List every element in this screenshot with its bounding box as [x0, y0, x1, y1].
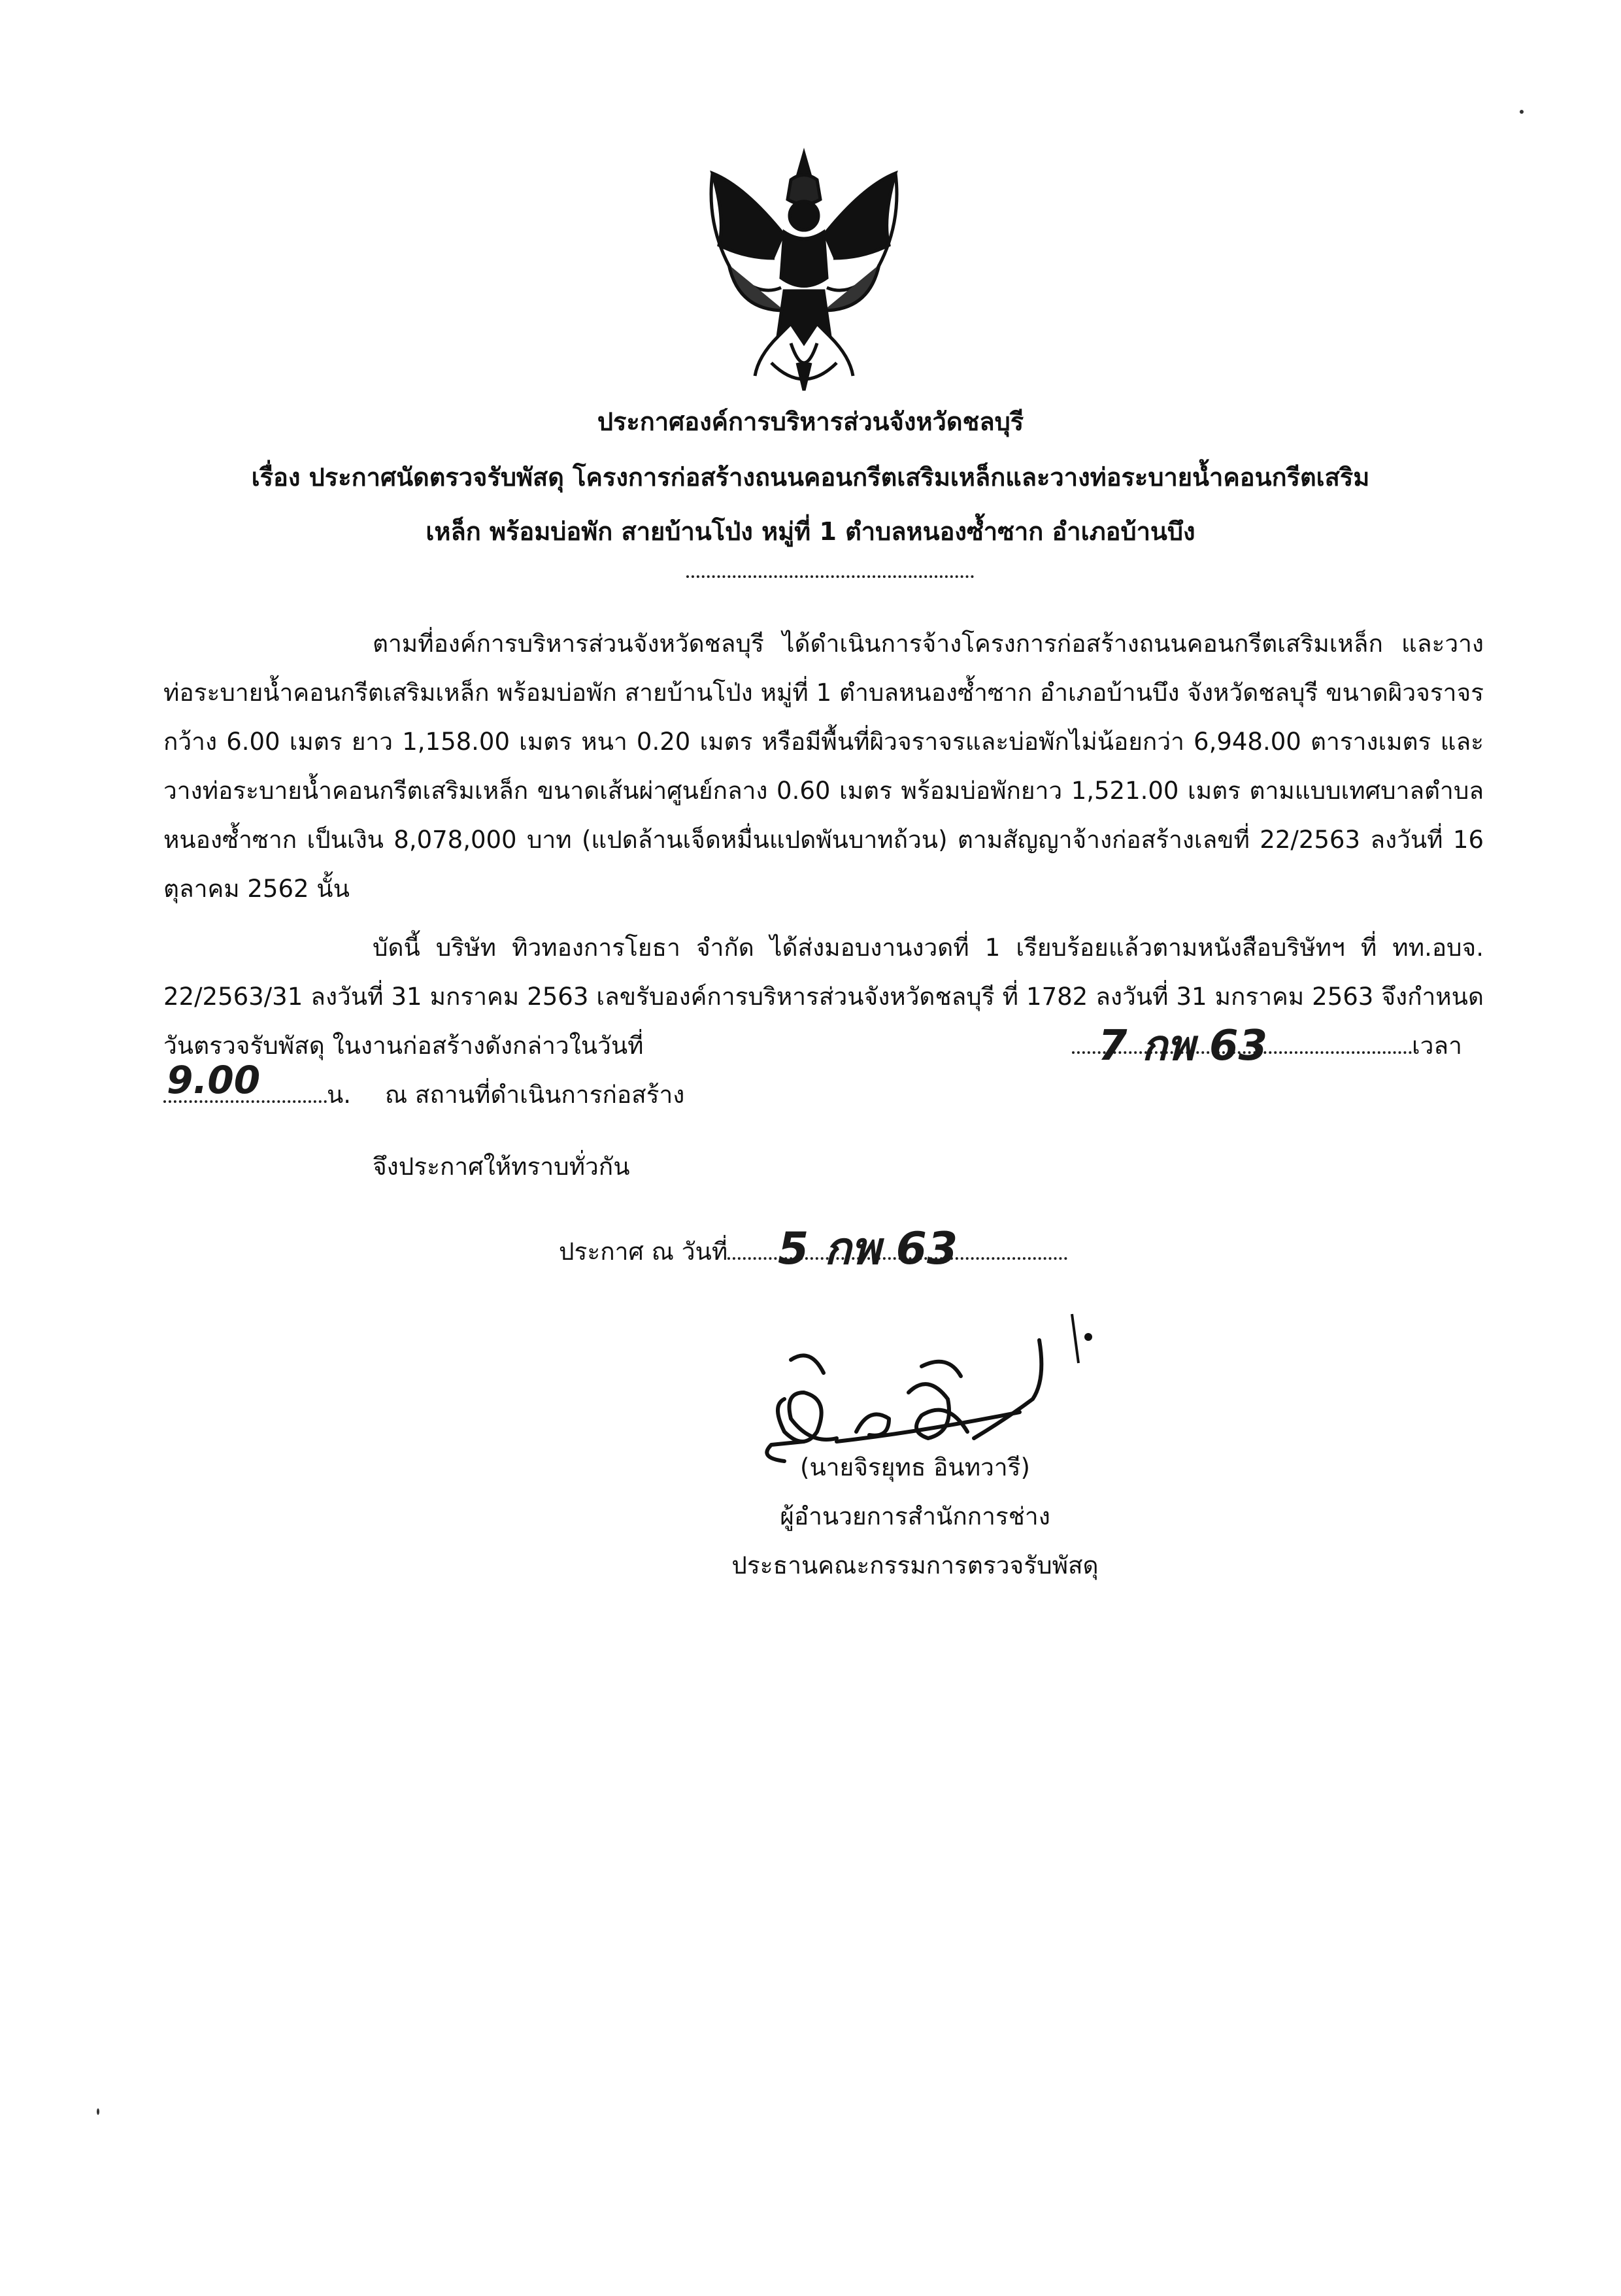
announce-text: จึงประกาศให้ทราบทั่วกัน	[373, 1153, 630, 1181]
time-unit: น.	[327, 1081, 352, 1109]
time-label: เวลา	[1412, 1032, 1462, 1060]
announced-on-label: ประกาศ ณ วันที่	[559, 1238, 728, 1266]
signatory-role: ประธานคณะกรรมการตรวจรับพัสดุ	[731, 1551, 1099, 1579]
garuda-emblem	[693, 147, 915, 396]
handwritten-inspection-date: 7 กพ 63	[1098, 1022, 1268, 1070]
paragraph-delivery-text: บัดนี้ บริษัท ทิวทองการโยธา จำกัด ได้ส่งมอบงานงวดที่ 1 เรียบร้อยแล้วตามหนังสือบริษัทฯ ที่ ทท.อบจ. 22/2563/31 ลงวันที่ 31 มกราคม 2563 เลขรับองค์การบริหารส่วนจังหวัดชลบุรี ที่ 1782 ลงวันที่ 31 มกราคม 2563 จึงกำหนดวันตรวจรับพัสดุ ในงานก่อสร้างดังกล่าวในวันที่	[163, 934, 1484, 1060]
handwritten-inspection-time: 9.00	[167, 1058, 261, 1102]
subject-line-continued: เหล็ก พร้อมบ่อพัก สายบ้านโป่ง หมู่ที่ 1 ตำบลหนองซ้ำซาก อำเภอบ้านบึง	[426, 517, 1195, 546]
signatory-position: ผู้อำนวยการสำนักการช่าง	[780, 1502, 1050, 1530]
announcement-title: ประกาศองค์การบริหารส่วนจังหวัดชลบุรี	[597, 407, 1024, 436]
scan-speck	[97, 2108, 99, 2115]
signatory-name: (นายจิรยุทธ อินทวารี)	[800, 1453, 1030, 1481]
location-text: ณ สถานที่ดำเนินการก่อสร้าง	[384, 1081, 685, 1109]
handwritten-announce-date: 5 กพ 63	[778, 1223, 958, 1275]
paragraph-contract	[163, 619, 1484, 913]
scan-speck	[1520, 110, 1524, 114]
subject-line: เรื่อง ประกาศนัดตรวจรับพัสดุ โครงการก่อสร้างถนนคอนกรีตเสริมเหล็กและวางท่อระบายน้ำคอนกรีตเสริม	[251, 463, 1370, 492]
separator-rule	[686, 575, 974, 578]
paragraph-contract-text: ตามที่องค์การบริหารส่วนจังหวัดชลบุรี ได้ดำเนินการจ้างโครงการก่อสร้างถนนคอนกรีตเสริมเหล็ก และวางท่อระบายน้ำคอนกรีตเสริมเหล็ก พร้อมบ่อพัก สายบ้านโป่ง หมู่ที่ 1 ตำบลหนองซ้ำซาก อำเภอบ้านบึง จังหวัดชลบุรี ขนาดผิวจราจรกว้าง 6.00 เมตร ยาว 1,158.00 เมตร หนา 0.20 เมตร หรือมีพื้นที่ผิวจราจรและบ่อพักไม่น้อยกว่า 6,948.00 ตารางเมตร และวางท่อระบายน้ำคอนกรีตเสริมเหล็ก ขนาดเส้นผ่าศูนย์กลาง 0.60 เมตร พร้อมบ่อพักยาว 1,521.00 เมตร ตามแบบเทศบาลตำบลหนองซ้ำซาก เป็นเงิน 8,078,000 บาท (แปดล้านเจ็ดหมื่นแปดพันบาทถ้วน) ตามสัญญาจ้างก่อสร้างเลขที่ 22/2563 ลงวันที่ 16 ตุลาคม 2562 นั้น	[163, 630, 1484, 903]
